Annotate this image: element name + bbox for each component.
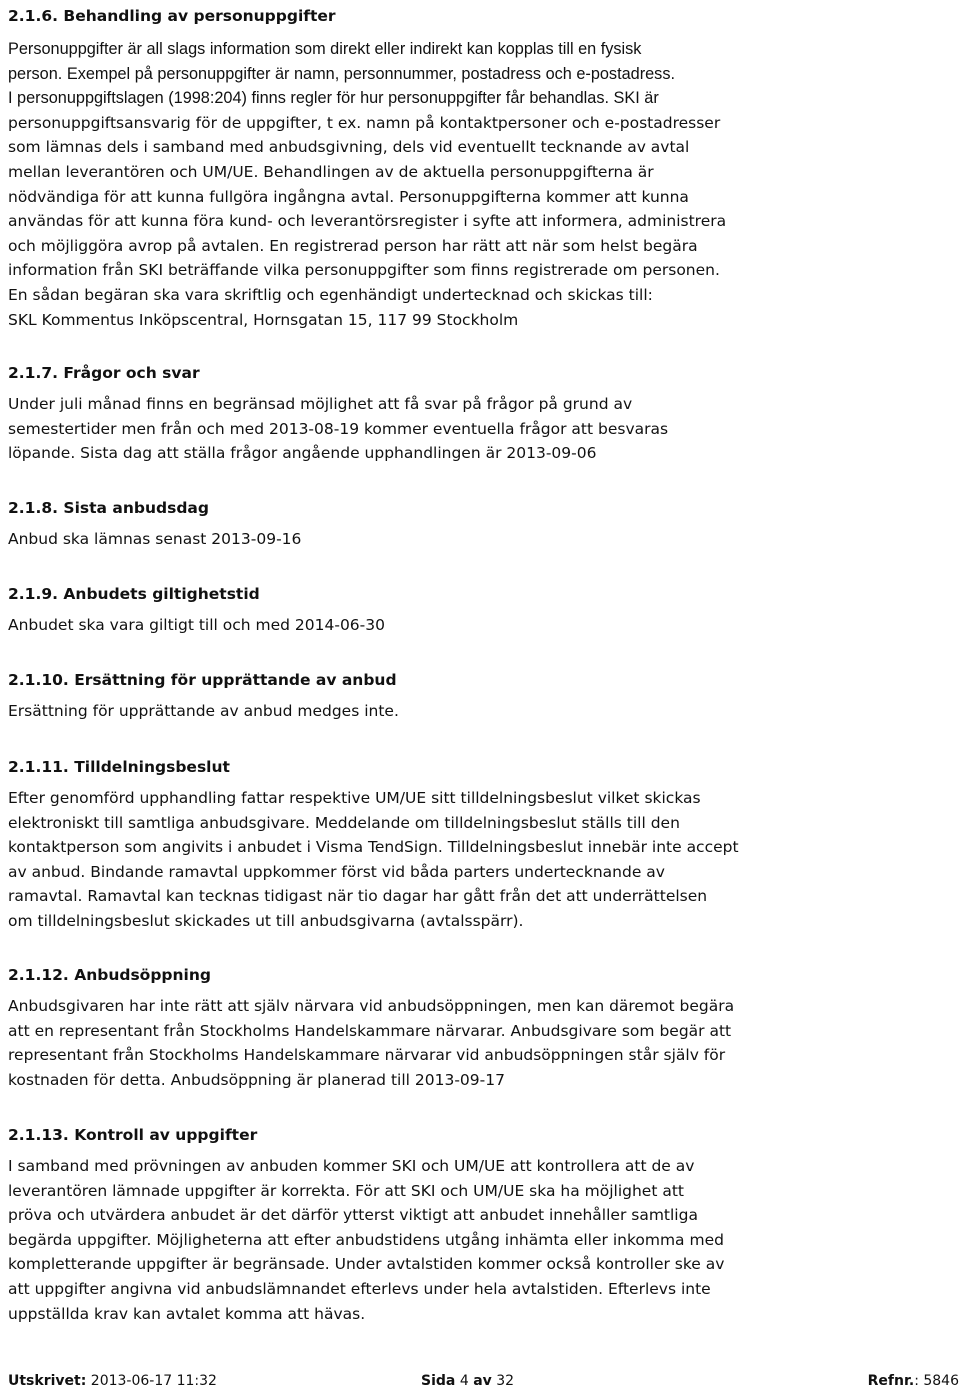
page-total: 32: [496, 1373, 515, 1389]
body-line: kostnaden för detta. Anbudsöppning är planerad till 2013-09-17: [8, 1070, 505, 1089]
section-heading: 2.1.12. Anbudsöppning: [8, 966, 211, 984]
body-line: att en representant från Stockholms Handelskammare närvarar. Anbudsgivare som begär att: [8, 1021, 732, 1040]
reference-number: [868, 1372, 959, 1390]
body-line: I personuppgiftslagen (1998:204) finns regler för hur personuppgifter får behandlas. SKI är: [8, 89, 659, 108]
section-body: [8, 994, 734, 1092]
body-line: och möjliggöra avrop på avtalen. En registrerad person har rätt att när som helst begära: [8, 236, 698, 255]
body-line: information från SKI beträffande vilka personuppgifter som finns registrerade om personen.: [8, 261, 720, 280]
page-current: 4: [459, 1373, 469, 1389]
printed-date: [8, 1372, 217, 1390]
body-line: begärda uppgifter. Möjligheterna att efter anbudstidens utgång inhämta eller inkomma med: [8, 1230, 724, 1249]
section-2-1-10: [8, 668, 953, 720]
section-body: [8, 786, 739, 934]
body-line: Ersättning för upprättande av anbud medges inte.: [8, 702, 399, 720]
page-label: Sida: [421, 1373, 456, 1389]
printed-value: 2013-06-17 11:32: [90, 1373, 217, 1389]
body-line: I samband med prövningen av anbuden kommer SKI och UM/UE att kontrollera att de av: [8, 1157, 695, 1175]
section-body: [8, 613, 385, 638]
section-heading: 2.1.8. Sista anbudsdag: [8, 499, 209, 517]
section-body: [8, 1154, 724, 1326]
section-2-1-7: [8, 361, 953, 463]
body-line: representant från Stockholms Handelskammare närvarar vid anbudsöppningen står själv för: [8, 1046, 726, 1065]
section-heading: 2.1.6. Behandling av personuppgifter: [8, 7, 336, 25]
body-line: om tilldelningsbeslut skickades ut till anbudsgivarna (avtalsspärr).: [8, 911, 524, 930]
section-2-1-11: [8, 755, 953, 930]
body-line: pröva och utvärdera anbudet är det därför ytterst viktigt att anbudet innehåller samtliga: [8, 1206, 698, 1225]
body-line: semestertider men från och med 2013-08-19 kommer eventuella frågor att besvaras: [8, 419, 669, 438]
body-line: person. Exempel på personuppgifter är namn, personnummer, postadress och e-postadress.: [8, 64, 675, 83]
body-line: elektroniskt till samtliga anbudsgivare. Meddelande om tilldelningsbeslut ställs till den: [8, 813, 680, 832]
section-2-1-12: [8, 963, 953, 1089]
section-2-1-13: [8, 1123, 953, 1323]
body-line: personuppgiftsansvarig för de uppgifter, t ex. namn på kontaktpersoner och e-postadresser: [8, 113, 721, 132]
section-body: [8, 392, 668, 466]
body-line: att uppgifter angivna vid anbudslämnandet efterlevs under hela avtalstiden. Efterlevs inte: [8, 1279, 711, 1298]
body-line: användas för att kunna föra kund- och leverantörsregister i syfte att informera, administrera: [8, 212, 727, 231]
body-line: En sådan begäran ska vara skriftlig och egenhändigt undertecknad och skickas till:: [8, 285, 653, 304]
body-line: Anbudet ska vara giltigt till och med 2014-06-30: [8, 616, 385, 634]
section-body: [8, 699, 399, 724]
body-line: Under juli månad finns en begränsad möjlighet att få svar på frågor på grund av: [8, 395, 633, 413]
body-line: Anbud ska lämnas senast 2013-09-16: [8, 530, 302, 548]
page-number: [421, 1372, 514, 1390]
section-heading: 2.1.7. Frågor och svar: [8, 364, 200, 382]
body-line: kompletterande uppgifter är begränsade. Under avtalstiden kommer också kontroller ske av: [8, 1255, 725, 1274]
section-2-1-8: [8, 496, 953, 548]
page-of: av: [473, 1373, 492, 1389]
body-line: mellan leverantören och UM/UE. Behandlingen av de aktuella personuppgifterna är: [8, 162, 654, 181]
body-line: av anbud. Bindande ramavtal uppkommer först vid båda parters undertecknande av: [8, 862, 665, 881]
body-line: Anbudsgivaren har inte rätt att själv närvara vid anbudsöppningen, men kan däremot begära: [8, 997, 735, 1015]
body-line: löpande. Sista dag att ställa frågor angående upphandlingen är 2013-09-06: [8, 444, 597, 463]
section-body: [8, 37, 726, 332]
printed-label: Utskrivet:: [8, 1373, 87, 1389]
section-2-1-9: [8, 582, 953, 634]
section-heading: 2.1.11. Tilldelningsbeslut: [8, 758, 230, 776]
ref-value: : 5846: [914, 1373, 959, 1389]
section-heading: 2.1.13. Kontroll av uppgifter: [8, 1126, 258, 1144]
body-line: som lämnas dels i samband med anbudsgivning, dels vid eventuellt tecknande av avtal: [8, 138, 690, 157]
section-heading: 2.1.9. Anbudets giltighetstid: [8, 585, 260, 603]
body-line: SKL Kommentus Inköpscentral, Hornsgatan 15, 117 99 Stockholm: [8, 310, 519, 329]
body-line: uppställda krav kan avtalet komma att hävas.: [8, 1304, 366, 1323]
body-line: kontaktperson som angivits i anbudet i Visma TendSign. Tilldelningsbeslut innebär inte accept: [8, 838, 739, 857]
body-line: Efter genomförd upphandling fattar respektive UM/UE sitt tilldelningsbeslut vilket skickas: [8, 789, 701, 807]
body-line: leverantören lämnade uppgifter är korrekta. För att SKI och UM/UE ska ha möjlighet att: [8, 1181, 684, 1200]
ref-label: Refnr.: [867, 1373, 915, 1389]
body-line: ramavtal. Ramavtal kan tecknas tidigast när tio dagar har gått från det att underrättelsen: [8, 887, 708, 906]
section-heading: 2.1.10. Ersättning för upprättande av anbud: [8, 671, 397, 689]
section-2-1-6: [8, 4, 953, 329]
body-line: nödvändiga för att kunna fullgöra ingångna avtal. Personuppgifterna kommer att kunna: [8, 187, 689, 206]
section-body: [8, 527, 301, 552]
body-line: Personuppgifter är all slags information som direkt eller indirekt kan kopplas till en fysisk: [8, 40, 642, 58]
